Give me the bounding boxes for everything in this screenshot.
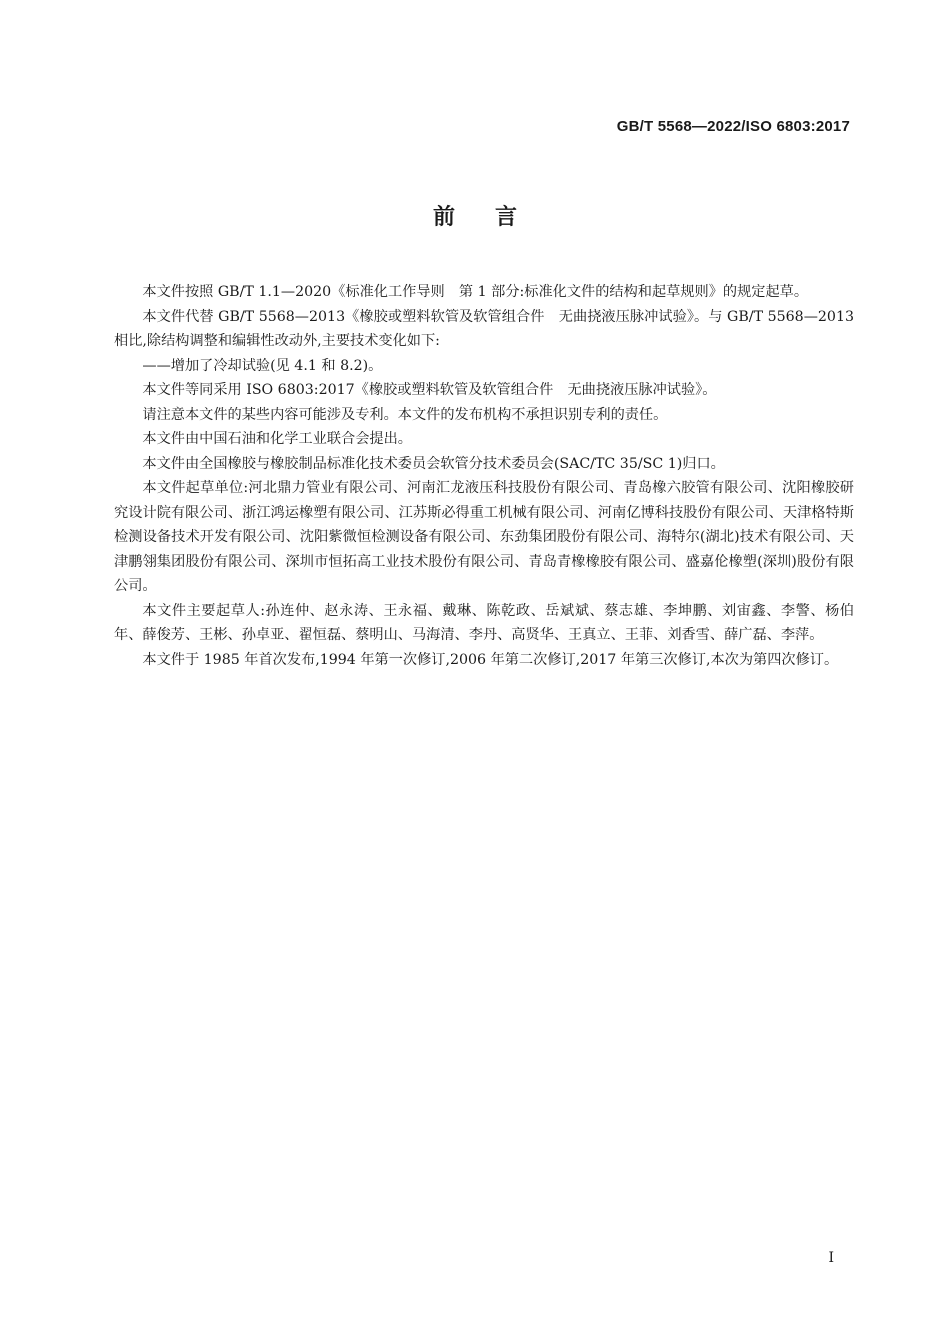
paragraph-drafters: 本文件主要起草人:孙连仲、赵永涛、王永福、戴琳、陈乾政、岳斌斌、蔡志雄、李坤鹏、刘宙鑫、李警、杨伯年、薛俊芳、王彬、孙卓亚、翟恒磊、蔡明山、马海清、李丹、高贤华、王真立、王菲、刘香雪、薛广磊、李萍。 (114, 602, 854, 643)
foreword-body (114, 280, 854, 672)
paragraph-replacement: 本文件代替 GB/T 5568—2013《橡胶或塑料软管及软管组合件 无曲挠液压脉冲试验》。与 GB/T 5568—2013 相比,除结构调整和编辑性改动外,主要技术变化如下: (114, 308, 854, 349)
paragraph-proposer: 本文件由中国石油和化学工业联合会提出。 (142, 431, 412, 447)
paragraph-change-item: ——增加了冷却试验(见 4.1 和 8.2)。 (142, 357, 383, 374)
page-number: I (828, 1250, 834, 1266)
paragraph-iso-adoption: 本文件等同采用 ISO 6803:2017《橡胶或塑料软管及软管组合件 无曲挠液压脉冲试验》。 (142, 382, 717, 398)
paragraph-committee: 本文件由全国橡胶与橡胶制品标准化技术委员会软管分技术委员会(SAC/TC 35/SC 1)归口。 (142, 455, 725, 472)
page-title: 前言 (432, 205, 557, 230)
paragraph-drafting-units: 本文件起草单位:河北鼎力管业有限公司、河南汇龙液压科技股份有限公司、青岛橡六胶管有限公司、沈阳橡胶研究设计院有限公司、浙江鸿运橡塑有限公司、江苏斯必得重工机械有限公司、河南亿博科技股份有限公司、天津格特斯检测设备技术开发有限公司、沈阳紫微恒检测设备有限公司、东劲集团股份有限公司、海特尔(湖北)技术有限公司、天津鹏翎集团股份有限公司、深圳市恒拓高工业技术股份有限公司、青岛青橡橡胶有限公司、盛嘉伦橡塑(深圳)股份有限公司。 (114, 480, 854, 594)
paragraph-patent-notice: 请注意本文件的某些内容可能涉及专利。本文件的发布机构不承担识别专利的责任。 (142, 406, 668, 423)
standard-number-header: GB/T 5568—2022/ISO 6803:2017 (616, 118, 850, 135)
paragraph-revision-history: 本文件于 1985 年首次发布,1994 年第一次修订,2006 年第二次修订,2017 年第三次修订,本次为第四次修订。 (142, 651, 839, 668)
paragraph-drafting-rules: 本文件按照 GB/T 1.1—2020《标准化工作导则 第 1 部分:标准化文件的结构和起草规则》的规定起草。 (142, 284, 809, 300)
